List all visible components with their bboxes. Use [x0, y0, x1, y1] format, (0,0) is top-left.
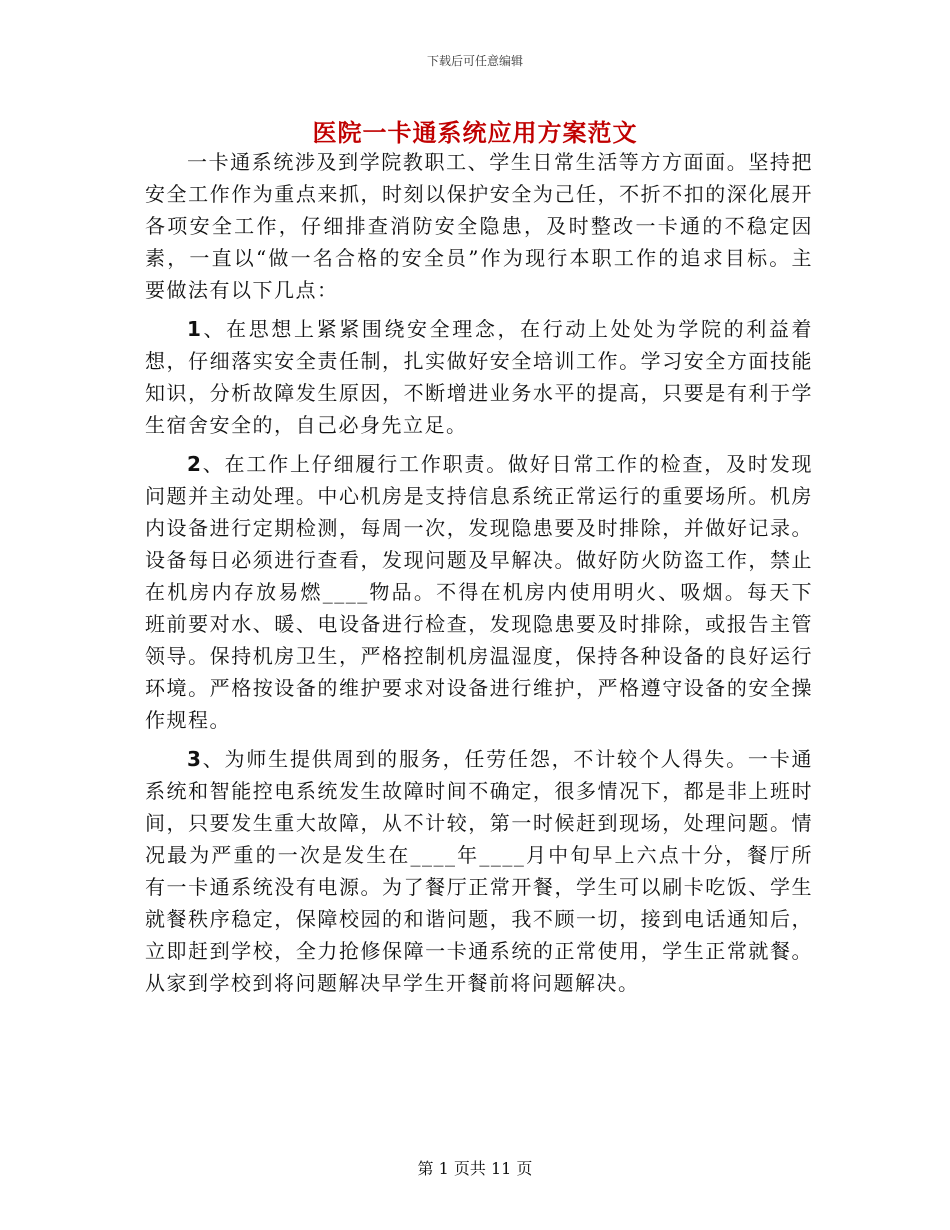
paragraph-text: 一卡通系统涉及到学院教职工、学生日常生活等方方面面。坚持把安全工作作为重点来抓，时刻以保护安全为己任，不折不扣的深化展开各项安全工作，仔细排查消防安全隐患，及时整改一卡通的不稳定因素，一直以“做一名合格的安全员”作为现行本职工作的追求目标。主要做法有以下几点： [145, 150, 813, 302]
paragraph-number: 2 [187, 452, 203, 476]
document-body [145, 146, 813, 1006]
paragraph-point-1 [145, 313, 813, 441]
paragraph-text: 、在思想上紧紧围绕安全理念，在行动上处处为学院的利益着想，仔细落实安全责任制，扎实做好安全培训工作。学习安全方面技能知识，分析故障发生原因，不断增进业务水平的提高，只要是有利于学生宿舍安全的，自己必身先立足。 [145, 317, 813, 437]
paragraph-intro [145, 146, 813, 306]
paragraph-number: 1 [187, 317, 203, 341]
paragraph-number: 3 [187, 747, 203, 771]
paragraph-point-3 [145, 743, 813, 999]
paragraph-text: 、为师生提供周到的服务，任劳任怨，不计较个人得失。一卡通系统和智能控电系统发生故障时间不确定，很多情况下，都是非上班时间，只要发生重大故障，从不计较，第一时候赶到现场，处理问题。情况最为严重的一次是发生在____年____月中旬早上六点十分，餐厅所有一卡通系统没有电源。为了餐厅正常开餐，学生可以刷卡吃饭、学生就餐秩序稳定，保障校园的和谐问题，我不顾一切，接到电话通知后，立即赶到学校，全力抢修保障一卡通系统的正常使用，学生正常就餐。从家到学校到将问题解决早学生开餐前将问题解决。 [145, 747, 813, 995]
page-footer-number: 第 1 页共 11 页 [417, 1159, 533, 1178]
page-title: 医院一卡通系统应用方案范文 [312, 118, 638, 147]
page-header-note: 下载后可任意编辑 [426, 54, 523, 68]
paragraph-point-2 [145, 448, 813, 736]
paragraph-text: 、在工作上仔细履行工作职责。做好日常工作的检查，及时发现问题并主动处理。中心机房是支持信息系统正常运行的重要场所。机房内设备进行定期检测，每周一次，发现隐患要及时排除，并做好记录。设备每日必须进行查看，发现问题及早解决。做好防火防盗工作，禁止在机房内存放易燃____物品。不得在机房内使用明火、吸烟。每天下班前要对水、暖、电设备进行检查，发现隐患要及时排除，或报告主管领导。保持机房卫生，严格控制机房温湿度，保持各种设备的良好运行环境。严格按设备的维护要求对设备进行维护，严格遵守设备的安全操作规程。 [145, 452, 813, 732]
